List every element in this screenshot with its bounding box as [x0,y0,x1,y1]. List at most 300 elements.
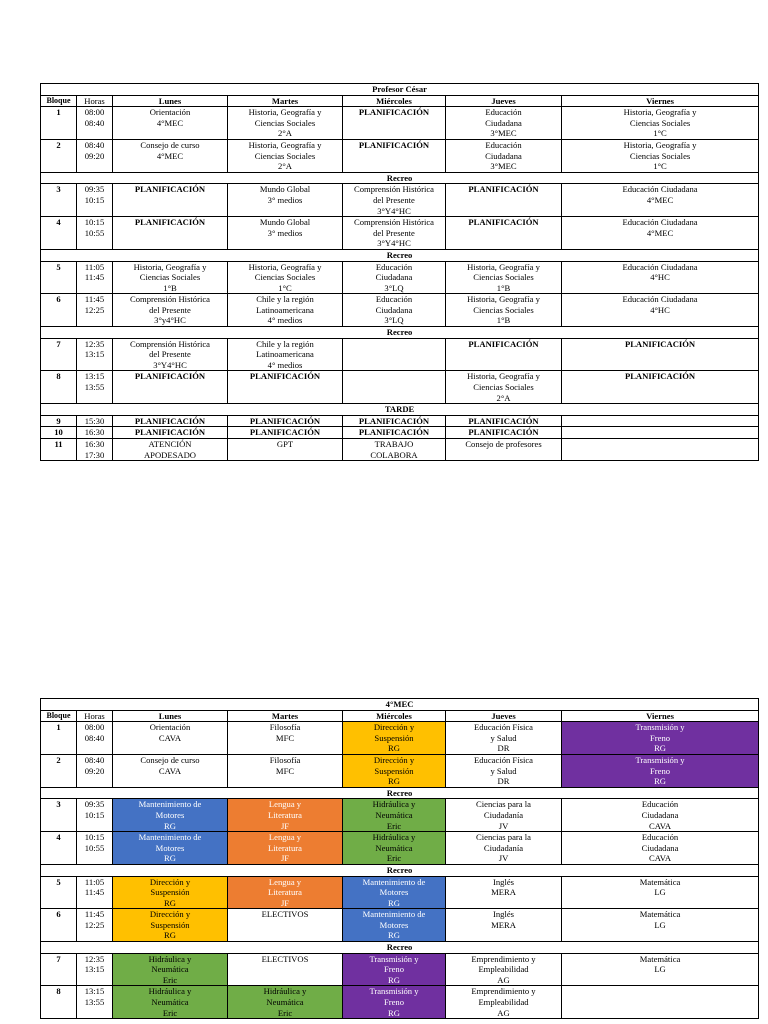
cell-line: del Presente [373,227,415,238]
class-cell [446,986,562,1019]
cell-line: PLANIFICACIÓN [624,371,696,382]
cell-line: Motores [379,919,409,930]
class-cell [228,909,343,942]
column-header: Lunes [113,95,228,107]
cell-line: 3° medios [267,227,303,238]
time-cell [77,217,113,250]
schedule-row [41,832,759,865]
cell-line: 1°B [496,282,511,293]
column-header: Martes [228,95,343,107]
block-number: 7 [41,953,77,986]
cell-line: Neumática [151,997,189,1008]
cell-line: Educación [485,139,522,150]
break-label: Recreo [41,172,759,184]
cell-line: Matemática [639,953,681,964]
cell-line: ELECTIVOS [261,953,309,964]
cell-line: Dirección y [149,876,191,887]
class-cell [446,139,562,172]
cell-line: PLANIFICACIÓN [249,415,321,426]
break-row [41,249,759,261]
class-cell [228,754,343,787]
time-cell [77,415,113,427]
cell-line: CAVA [648,820,672,831]
class-cell [113,139,228,172]
class-cell [113,371,228,404]
class-cell [343,832,446,865]
cell-line: JV [498,820,509,831]
cell-line: 13:55 [84,382,105,393]
cell-line: Motores [155,809,185,820]
block-number: 6 [41,909,77,942]
cell-line: PLANIFICACIÓN [358,107,430,118]
cell-line: Motores [155,842,185,853]
break-row [41,942,759,954]
cell-line: MERA [491,919,516,930]
cell-line: y Salud [490,765,517,776]
cell-line: Educación Ciudadana [622,184,698,195]
time-cell [77,139,113,172]
cell-line: Educación Física [474,722,533,733]
schedule-row [41,217,759,250]
class-cell [113,415,228,427]
class-cell [228,986,343,1019]
class-cell [228,338,343,371]
teacher-schedule-table [40,83,759,461]
break-label: Recreo [41,864,759,876]
cell-line: Mundo Global [259,217,311,228]
cell-line: 08:40 [84,139,105,150]
class-cell [562,754,759,787]
cell-line: Educación Ciudadana [622,294,698,305]
break-label: Recreo [41,327,759,339]
cell-line: 2°A [278,128,292,139]
cell-line: Emprendimiento y [471,953,536,964]
class-cell [343,261,446,294]
cell-line: Hidráulica y [372,799,416,810]
cell-line: PLANIFICACIÓN [134,415,206,426]
cell-line: Transmisión y [635,754,685,765]
class-cell [113,184,228,217]
cell-line: 13:15 [84,371,105,382]
cell-line: RG [388,897,400,908]
cell-line: 11:45 [84,887,105,898]
cell-line: del Presente [149,304,191,315]
cell-line: RG [654,743,667,754]
class-cell [562,439,759,461]
break-label: Recreo [41,942,759,954]
cell-line: Ciencias para la [476,832,531,843]
cell-line: LG [654,919,666,930]
class-cell [343,439,446,461]
cell-line: Educación Ciudadana [622,261,698,272]
cell-line: Suspensión [374,765,414,776]
class-cell [562,294,759,327]
cell-line: 4°HC [650,304,670,315]
cell-line: 10:15 [84,194,105,205]
cell-line: Mantenimiento de [362,909,426,920]
class-cell [113,261,228,294]
cell-line: 3°Y4°HC [153,359,187,370]
cell-line: 1°C [653,161,667,172]
class-cell [113,217,228,250]
class-cell [446,909,562,942]
cell-line: Freno [650,765,671,776]
cell-line: Ciudadanía [483,809,524,820]
block-number: 5 [41,876,77,909]
class-cell [113,799,228,832]
cell-line: Empleabilidad [478,964,529,975]
cell-line: Hidráulica y [263,986,307,997]
cell-line: Dirección y [373,754,415,765]
cell-line: 13:15 [84,349,105,360]
cell-line: Dirección y [373,722,415,733]
cell-line: JV [498,853,509,864]
cell-line: Orientación [149,722,191,733]
class-cell [343,722,446,755]
class-cell [343,338,446,371]
cell-line: 08:40 [84,732,105,743]
block-number: 4 [41,832,77,865]
cell-line: 11:45 [84,272,105,283]
cell-line: del Presente [149,349,191,360]
time-cell [77,184,113,217]
cell-line: 12:25 [84,919,105,930]
title-row [41,699,759,711]
cell-line: 1°C [278,282,292,293]
cell-line: Matemática [639,909,681,920]
class-cell [446,338,562,371]
cell-line: Educación Ciudadana [622,217,698,228]
break-row [41,864,759,876]
cell-line: 3°MEC [490,161,517,172]
schedule-row [41,338,759,371]
cell-line: LG [654,887,666,898]
class-cell [228,722,343,755]
cell-line: Transmisión y [369,953,419,964]
block-number: 8 [41,986,77,1019]
cell-line: PLANIFICACIÓN [358,139,430,150]
course-schedule-table [40,698,759,1019]
column-header: Bloque [41,710,77,722]
time-cell [77,986,113,1019]
class-cell [446,799,562,832]
cell-line: Literatura [268,809,302,820]
class-cell [228,876,343,909]
time-cell [77,799,113,832]
cell-line: Neumática [151,964,189,975]
cell-line: Ciudadana [485,150,522,161]
class-cell [343,909,446,942]
cell-line: Ciencias Sociales [139,272,201,283]
cell-line: MERA [491,887,516,898]
cell-line: 08:40 [84,754,105,765]
cell-line: Transmisión y [369,986,419,997]
cell-line: Mundo Global [259,184,311,195]
cell-line: 13:15 [84,986,105,997]
cell-line: RG [388,776,400,787]
block-number: 9 [41,415,77,427]
block-number: 3 [41,184,77,217]
cell-line: COLABORA [370,449,418,460]
cell-line: RG [164,930,176,941]
class-cell [562,338,759,371]
column-header: Miércoles [343,95,446,107]
class-cell [562,184,759,217]
cell-line: Historia, Geografía y [133,261,207,272]
cell-line: CAVA [158,732,182,743]
cell-line: PLANIFICACIÓN [468,184,539,195]
cell-line: Orientación [149,107,191,118]
cell-line: 10:15 [84,832,105,843]
break-label: TARDE [41,404,759,416]
cell-line: DR [497,776,510,787]
block-number: 7 [41,338,77,371]
column-header: Bloque [41,95,77,107]
class-cell [562,986,759,1019]
cell-line: AG [497,974,510,985]
cell-line: 09:20 [84,765,105,776]
cell-line: RG [164,897,176,908]
block-number: 1 [41,722,77,755]
class-cell [446,832,562,865]
cell-line: Ciencias para la [476,799,531,810]
schedule-row [41,415,759,427]
table-title: Profesor César [41,84,759,96]
class-cell [228,184,343,217]
cell-line: Ciencias Sociales [473,272,534,283]
cell-line: Ciencias Sociales [629,117,691,128]
cell-line: Ciencias Sociales [254,272,316,283]
class-cell [343,217,446,250]
cell-line: 3° medios [267,194,303,205]
cell-line: 10:15 [84,809,105,820]
class-cell [228,799,343,832]
cell-line: 10:55 [84,842,105,853]
cell-line: 09:20 [84,150,105,161]
schedule-row [41,439,759,461]
cell-line: Historia, Geografía y [248,261,322,272]
cell-line: Mantenimiento de [362,876,426,887]
schedule-row [41,139,759,172]
class-cell [343,139,446,172]
cell-line: PLANIFICACIÓN [134,427,206,438]
class-cell [343,371,446,404]
cell-line: Educación Física [474,754,533,765]
cell-line: 11:45 [84,294,105,305]
cell-line: 3°Y4°HC [377,205,411,216]
block-number: 10 [41,427,77,439]
cell-line: PLANIFICACIÓN [358,415,430,426]
break-label: Recreo [41,249,759,261]
class-cell [343,799,446,832]
cell-line: 3°LQ [384,315,404,326]
cell-line: 4°HC [650,272,670,283]
class-cell [446,876,562,909]
cell-line: Eric [162,974,178,985]
column-header: Horas [77,710,113,722]
cell-line: Consejo de profesores [465,439,542,449]
cell-line: 4°MEC [646,194,674,205]
column-header: Miércoles [343,710,446,722]
class-cell [113,832,228,865]
time-cell [77,338,113,371]
cell-line: RG [164,820,176,831]
cell-line: Historia, Geografía y [623,139,697,150]
cell-line: Eric [162,1007,178,1018]
cell-line: Filosofía [269,754,301,765]
cell-line: 17:30 [84,449,105,460]
table-title: 4°MEC [41,699,759,711]
schedule-row [41,261,759,294]
cell-line: 1°B [496,315,511,326]
class-cell [446,439,562,461]
class-cell [113,876,228,909]
cell-line: Eric [386,820,402,831]
cell-line: Hidráulica y [148,953,192,964]
cell-line: RG [388,974,400,985]
class-cell [113,909,228,942]
class-cell [446,953,562,986]
break-label: Recreo [41,787,759,799]
class-cell [228,832,343,865]
cell-line: 09:35 [84,184,105,195]
class-cell [562,371,759,404]
class-cell [446,415,562,427]
cell-line: MFC [275,732,295,743]
cell-line: Historia, Geografía y [467,371,540,382]
class-cell [562,427,759,439]
cell-line: 2°A [278,161,292,172]
cell-line: GPT [276,439,294,449]
cell-line: PLANIFICACIÓN [468,217,539,228]
cell-line: Suspensión [374,732,414,743]
class-cell [562,415,759,427]
class-cell [113,986,228,1019]
schedule-row [41,953,759,986]
break-row [41,404,759,416]
cell-line: Educación [641,799,679,810]
cell-line: Emprendimiento y [471,986,536,997]
block-number: 2 [41,754,77,787]
class-cell [446,261,562,294]
block-number: 11 [41,439,77,461]
class-cell [562,953,759,986]
cell-line: Lengua y [268,832,302,843]
cell-line: RG [388,1007,400,1018]
schedule-row [41,371,759,404]
time-cell [77,371,113,404]
cell-line: PLANIFICACIÓN [249,371,321,382]
cell-line: DR [497,743,510,754]
cell-line: Ciudadanía [483,842,524,853]
time-cell [77,832,113,865]
cell-line: CAVA [648,853,672,864]
break-row [41,327,759,339]
cell-line: Historia, Geografía y [248,139,322,150]
class-cell [228,294,343,327]
cell-line: JF [280,897,290,908]
cell-line: JF [280,820,290,831]
cell-line: Consejo de curso [140,139,200,150]
class-cell [343,754,446,787]
cell-line: Latinoamericana [256,304,314,315]
class-cell [113,294,228,327]
cell-line: PLANIFICACIÓN [134,371,206,382]
class-cell [113,439,228,461]
time-cell [77,722,113,755]
cell-line: Ciencias Sociales [254,117,316,128]
block-number: 4 [41,217,77,250]
schedule-row [41,909,759,942]
block-number: 1 [41,107,77,140]
cell-line: Literatura [268,842,302,853]
class-cell [562,876,759,909]
cell-line: Historia, Geografía y [467,294,540,305]
schedule-row [41,184,759,217]
class-cell [562,799,759,832]
class-cell [446,754,562,787]
time-cell [77,439,113,461]
cell-line: 3°y4°HC [154,315,186,326]
cell-line: 3°Y4°HC [377,238,411,249]
cell-line: Hidráulica y [372,832,416,843]
cell-line: Mantenimiento de [138,799,202,810]
cell-line: Inglés [492,876,514,887]
cell-line: Ciencias Sociales [254,150,316,161]
cell-line: Ciencias Sociales [473,382,534,393]
cell-line: Comprensión Histórica [130,338,210,349]
cell-line: Educación [641,832,679,843]
cell-line: Freno [383,964,405,975]
cell-line: 15:30 [84,415,105,426]
cell-line: Lengua y [268,876,302,887]
class-cell [228,415,343,427]
cell-line: Chile y la región [256,338,314,349]
block-number: 6 [41,294,77,327]
cell-line: 4°MEC [156,150,184,161]
cell-line: 10:15 [84,217,105,228]
cell-line: PLANIFICACIÓN [134,217,206,228]
cell-line: CAVA [158,765,182,776]
column-header: Jueves [446,710,562,722]
time-cell [77,261,113,294]
cell-line: Ciencias Sociales [473,304,534,315]
cell-line: 4° medios [267,359,303,370]
class-cell [343,427,446,439]
schedule-row [41,294,759,327]
title-row [41,84,759,96]
cell-line: 3°MEC [490,128,517,139]
cell-line: Freno [383,997,405,1008]
cell-line: Educación [375,261,413,272]
schedule-row [41,986,759,1019]
cell-line: PLANIFICACIÓN [468,415,539,426]
block-number: 5 [41,261,77,294]
class-cell [113,427,228,439]
cell-line: Chile y la región [256,294,314,305]
cell-line: 12:25 [84,304,105,315]
cell-line: Ciudadana [375,272,413,283]
class-cell [228,217,343,250]
cell-line: LG [654,964,666,975]
class-cell [343,953,446,986]
cell-line: MFC [275,765,295,776]
cell-line: 12:35 [84,338,105,349]
column-header: Lunes [113,710,228,722]
schedule-row [41,754,759,787]
cell-line: Dirección y [149,909,191,920]
cell-line: 11:45 [84,909,105,920]
